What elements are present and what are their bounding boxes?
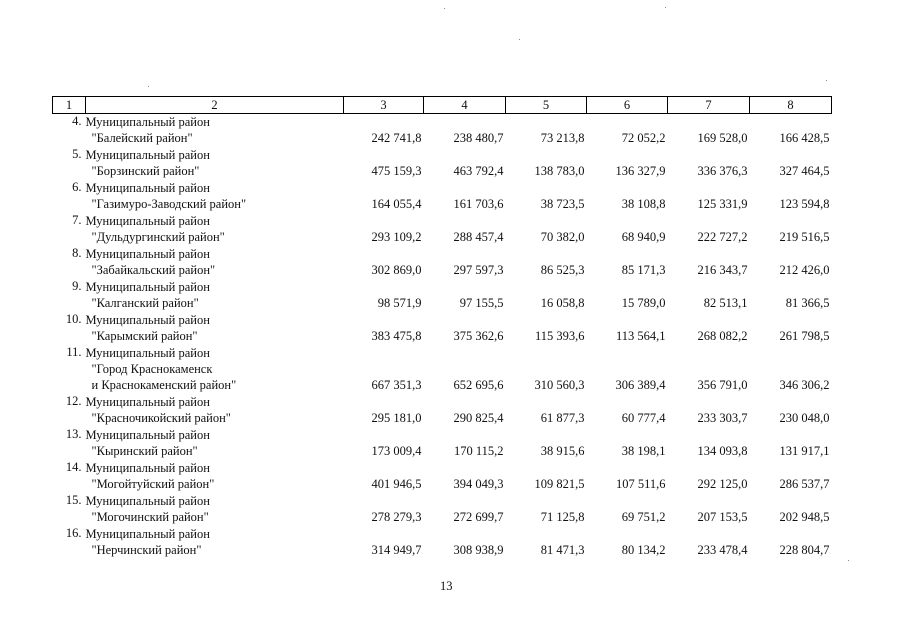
value-cell: 136 327,9 [615,164,666,178]
column-header: 7 [668,97,750,114]
column-header: 1 [53,97,86,114]
table-row [53,147,832,180]
value-cell: 278 279,3 [371,510,422,524]
value-cell: 295 181,0 [371,411,422,425]
value-cell: 161 703,6 [453,197,504,211]
value-cell: 216 343,7 [697,263,748,277]
scan-speck [444,8,445,9]
table-row [53,345,832,394]
value-cell: 652 695,6 [453,378,504,392]
value-cell: 98 571,9 [377,296,422,310]
row-number: 14. [65,460,82,474]
district-name-line: "Дульдургинский район" [91,230,225,244]
value-cell: 73 213,8 [540,131,585,145]
page-number: 13 [440,579,453,593]
district-name [86,213,344,246]
value-cell: 212 426,0 [779,263,830,277]
value-cell: 164 055,4 [371,197,422,211]
value-cell: 207 153,5 [697,510,748,524]
district-name-line: Муниципальный район [85,247,210,261]
row-number: 8. [72,246,82,260]
value-cell: 97 155,5 [459,296,504,310]
district-name-line: "Могойтуйский район" [91,477,215,491]
district-name [86,493,344,526]
column-header: 2 [86,97,344,114]
row-number: 10. [65,312,82,326]
table-row [53,427,832,460]
district-name-line: Муниципальный район [85,148,210,162]
value-cell: 308 938,9 [453,543,504,557]
value-cell: 61 877,3 [540,411,585,425]
district-name [86,526,344,559]
district-name-line: Муниципальный район [85,115,210,129]
value-cell: 113 564,1 [615,329,666,343]
value-cell: 310 560,3 [534,378,585,392]
value-cell: 166 428,5 [779,131,830,145]
table-row [53,493,832,526]
value-cell: 38 723,5 [540,197,585,211]
value-cell: 38 108,8 [621,197,666,211]
district-name-line: "Могочинский район" [91,510,209,524]
district-name-line: Муниципальный район [85,181,210,195]
row-number: 12. [65,394,82,408]
district-name [86,312,344,345]
value-cell: 138 783,0 [534,164,585,178]
table-row [53,180,832,213]
scan-speck [848,560,849,561]
column-header: 4 [424,97,506,114]
district-name-line: Муниципальный район [85,313,210,327]
value-cell: 15 789,0 [621,296,666,310]
value-cell: 233 478,4 [697,543,748,557]
value-cell: 123 594,8 [779,197,830,211]
district-name-line: "Балейский район" [91,131,193,145]
value-cell: 356 791,0 [697,378,748,392]
district-name-line: Муниципальный район [85,214,210,228]
value-cell: 125 331,9 [697,197,748,211]
value-cell: 290 825,4 [453,411,504,425]
table-row [53,526,832,559]
district-name-line: "Нерчинский район" [91,543,202,557]
district-name [86,279,344,312]
budget-table-container [52,96,831,559]
value-cell: 327 464,5 [779,164,830,178]
row-number: 13. [65,427,82,441]
value-cell: 272 699,7 [453,510,504,524]
value-cell: 288 457,4 [453,230,504,244]
table-body [53,114,832,560]
value-cell: 71 125,8 [540,510,585,524]
value-cell: 81 471,3 [540,543,585,557]
row-number: 15. [65,493,82,507]
table-row [53,213,832,246]
district-name-line: Муниципальный район [85,428,210,442]
district-name-line: "Борзинский район" [91,164,200,178]
value-cell: 286 537,7 [779,477,830,491]
column-header: 6 [587,97,668,114]
value-cell: 242 741,8 [371,131,422,145]
value-cell: 375 362,6 [453,329,504,343]
district-name [86,427,344,460]
table-row [53,460,832,493]
district-name-line: Муниципальный район [85,461,210,475]
scan-speck [519,39,520,40]
value-cell: 261 798,5 [779,329,830,343]
district-name-line: "Красночикойский район" [91,411,231,425]
value-cell: 81 366,5 [785,296,830,310]
row-number: 7. [72,213,82,227]
district-name [86,180,344,213]
value-cell: 16 058,8 [540,296,585,310]
value-cell: 72 052,2 [621,131,666,145]
budget-table [52,96,832,559]
value-cell: 69 751,2 [621,510,666,524]
value-cell: 475 159,3 [371,164,422,178]
district-name-line: "Кыринский район" [91,444,198,458]
value-cell: 383 475,8 [371,329,422,343]
value-cell: 238 480,7 [453,131,504,145]
district-name-line: Муниципальный район [85,395,210,409]
value-cell: 170 115,2 [453,444,504,458]
scan-speck [665,7,666,8]
value-cell: 202 948,5 [779,510,830,524]
value-cell: 268 082,2 [697,329,748,343]
district-name-line: и Краснокаменский район" [91,378,237,392]
value-cell: 297 597,3 [453,263,504,277]
value-cell: 230 048,0 [779,411,830,425]
value-cell: 293 109,2 [371,230,422,244]
table-row [53,312,832,345]
table-row [53,246,832,279]
column-header: 8 [750,97,832,114]
district-name-line: Муниципальный район [85,494,210,508]
value-cell: 115 393,6 [534,329,585,343]
value-cell: 346 306,2 [779,378,830,392]
value-cell: 60 777,4 [621,411,666,425]
value-cell: 173 009,4 [371,444,422,458]
district-name [86,246,344,279]
scan-speck [826,80,827,81]
district-name [86,460,344,493]
value-cell: 68 940,9 [621,230,666,244]
row-number: 16. [65,526,82,540]
value-cell: 86 525,3 [540,263,585,277]
value-cell: 401 946,5 [371,477,422,491]
value-cell: 109 821,5 [534,477,585,491]
row-number: 11. [66,345,82,359]
table-row [53,394,832,427]
district-name-line: "Карымский район" [91,329,198,343]
table-header [53,97,832,114]
value-cell: 131 917,1 [779,444,830,458]
value-cell: 306 389,4 [615,378,666,392]
district-name [86,147,344,180]
district-name-line: "Газимуро-Заводский район" [91,197,247,211]
row-number: 9. [72,279,82,293]
table-row [53,114,832,148]
value-cell: 336 376,3 [697,164,748,178]
value-cell: 85 171,3 [621,263,666,277]
row-number: 6. [72,180,82,194]
scan-speck [148,86,149,87]
value-cell: 107 511,6 [615,477,666,491]
value-cell: 394 049,3 [453,477,504,491]
value-cell: 219 516,5 [779,230,830,244]
value-cell: 70 382,0 [540,230,585,244]
district-name-line: "Город Краснокаменск [91,362,213,376]
district-name [86,345,344,394]
district-name-line: "Калганский район" [91,296,199,310]
value-cell: 228 804,7 [779,543,830,557]
value-cell: 667 351,3 [371,378,422,392]
district-name [86,394,344,427]
value-cell: 222 727,2 [697,230,748,244]
value-cell: 169 528,0 [697,131,748,145]
value-cell: 314 949,7 [371,543,422,557]
district-name-line: "Забайкальский район" [91,263,216,277]
value-cell: 463 792,4 [453,164,504,178]
district-name-line: Муниципальный район [85,527,210,541]
district-name-line: Муниципальный район [85,280,210,294]
value-cell: 302 869,0 [371,263,422,277]
value-cell: 82 513,1 [703,296,748,310]
column-header: 3 [344,97,424,114]
row-number: 4. [72,114,82,128]
district-name-line: Муниципальный район [85,346,210,360]
value-cell: 134 093,8 [697,444,748,458]
district-name [86,114,344,148]
value-cell: 38 915,6 [540,444,585,458]
column-header: 5 [506,97,587,114]
value-cell: 233 303,7 [697,411,748,425]
value-cell: 38 198,1 [621,444,666,458]
table-row [53,279,832,312]
row-number: 5. [72,147,82,161]
value-cell: 80 134,2 [621,543,666,557]
value-cell: 292 125,0 [697,477,748,491]
